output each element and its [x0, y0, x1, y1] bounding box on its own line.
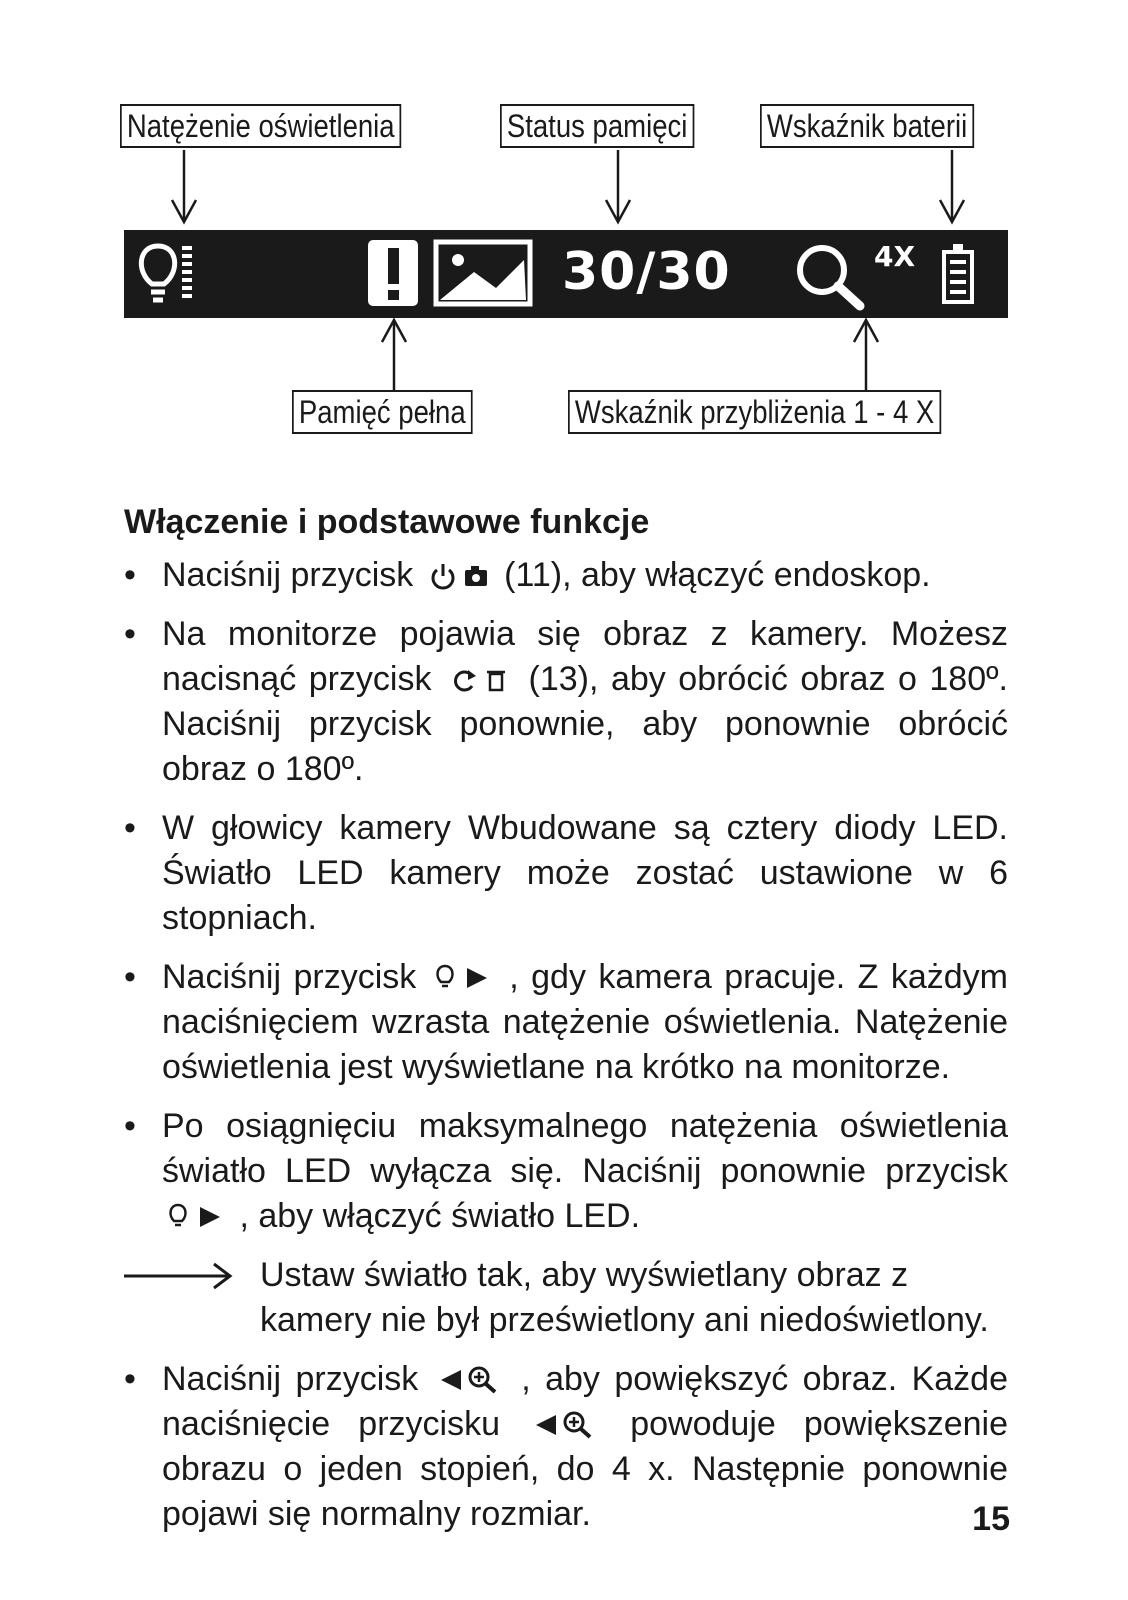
text: (13), aby obrócić obraz o 180º. Naciśnij przycisk ponownie, aby ponownie obrócić obraz o 180º.	[162, 660, 1008, 788]
text: W głowicy kamery Wbudowane są cztery diody LED. Światło LED kamery może zostać ustawione w 6 stopniach.	[162, 809, 1008, 937]
exclamation-icon	[368, 240, 418, 306]
rotate-delete-icon	[450, 666, 510, 694]
label-memory-full: Pamięć pełna	[292, 390, 473, 434]
light-right-icon	[168, 1203, 224, 1231]
battery-icon	[944, 244, 972, 302]
text: , aby powiększyć obraz. Każde naciśnięcie przycisku	[162, 1360, 1008, 1443]
list-item	[124, 612, 1008, 792]
bulb-level-icon	[141, 246, 174, 300]
text: , aby włączyć światło LED.	[239, 1197, 641, 1235]
left-zoom-in-icon	[534, 1409, 596, 1439]
text: Naciśnij przycisk	[162, 556, 414, 594]
status-bar	[124, 230, 1008, 318]
text: Na monitorze pojawia się obraz z kamery. Możesz nacisnąć przycisk	[162, 615, 1008, 698]
list-item	[124, 955, 1008, 1090]
note-text: Ustaw światło tak, aby wyświetlany obraz z kamery nie był prześwietlony ani niedoświetlony.	[260, 1256, 989, 1339]
label-light-intensity: Natężenie oświetlenia	[120, 104, 401, 148]
photo-count: 30/30	[562, 242, 731, 302]
list-item	[124, 1357, 1008, 1537]
magnifier-icon	[800, 248, 860, 306]
label-zoom-indicator: Wskaźnik przybliżenia 1 - 4 X	[568, 390, 941, 434]
instructions	[124, 500, 1008, 1551]
light-right-icon	[435, 964, 491, 992]
section-heading: Włączenie i podstawowe funkcje	[124, 503, 650, 541]
text: Naciśnij przycisk	[162, 1360, 419, 1398]
page-number: 15	[972, 1500, 1010, 1538]
zoom-level: 4X	[874, 240, 916, 273]
level-bars	[182, 246, 192, 298]
text: Po osiągnięciu maksymalnego natężenia oświetlenia światło LED wyłącza się. Naciśnij ponownie przycisk	[162, 1107, 1008, 1190]
note	[124, 1253, 1008, 1343]
list-item	[124, 1104, 1008, 1239]
left-zoom-in-icon	[439, 1364, 501, 1394]
text: , gdy kamera pracuje. Z każdym naciśnięciem wzrasta natężenie oświetlenia. Natężenie oświetlenia jest wyświetlane na krótko na monitorze.	[162, 958, 1009, 1086]
image-icon	[436, 242, 530, 304]
text: (11), aby włączyć endoskop.	[504, 556, 931, 594]
list-item	[124, 553, 1008, 598]
label-memory-status: Status pamięci	[500, 104, 694, 148]
power-camera-icon	[429, 562, 489, 590]
list-item	[124, 806, 1008, 941]
text: Naciśnij przycisk	[162, 958, 417, 996]
note-arrow-icon	[124, 1261, 234, 1291]
text: powoduje powiększenie obrazu o jeden stopień, do 4 x. Następnie ponownie pojawi się normalny rozmiar.	[162, 1405, 1008, 1533]
label-battery-indicator: Wskaźnik baterii	[760, 104, 974, 148]
